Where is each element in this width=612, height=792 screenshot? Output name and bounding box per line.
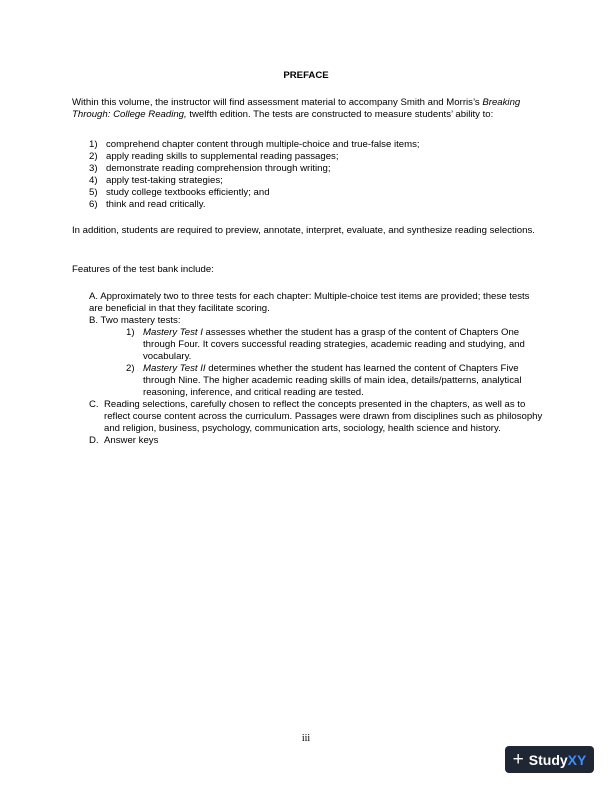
- page-number: iii: [301, 733, 311, 744]
- list-number: 4): [89, 175, 98, 186]
- page-title: PREFACE: [283, 70, 329, 81]
- features-list: [89, 291, 543, 447]
- feature-label: D.: [89, 435, 99, 446]
- list-item: [72, 175, 542, 187]
- list-number: 2): [89, 151, 98, 162]
- list-text: think and read critically.: [106, 199, 206, 210]
- mastery-test-title: Mastery Test I: [143, 327, 203, 338]
- plus-icon: +: [512, 749, 524, 770]
- mastery-test-item: [89, 327, 543, 363]
- intro-prefix: Within this volume, the instructor will find assessment material to accompany Smith and Morris’s: [72, 97, 483, 108]
- list-number: 2): [126, 363, 135, 374]
- feature-text: Answer keys: [104, 435, 159, 446]
- list-item: [72, 139, 542, 151]
- list-text: apply test-taking strategies;: [106, 175, 223, 186]
- list-number: 1): [89, 139, 98, 150]
- badge-study-text: Study: [528, 751, 568, 768]
- feature-d: [89, 435, 543, 447]
- studyxy-badge[interactable]: [505, 746, 594, 773]
- list-text: comprehend chapter content through multiple-choice and true-false items;: [106, 139, 420, 150]
- feature-c: [89, 399, 543, 435]
- list-number: 6): [89, 199, 98, 210]
- abilities-list: [72, 139, 542, 211]
- list-text: study college textbooks efficiently; and: [106, 187, 270, 198]
- list-item: [72, 199, 542, 211]
- list-item: [72, 151, 542, 163]
- list-number: 1): [126, 327, 135, 338]
- feature-a: A. Approximately two to three tests for each chapter: Multiple-choice test items are provided; these tests are beneficial in that they facilitate scoring.: [89, 291, 530, 314]
- list-number: 5): [89, 187, 98, 198]
- book-title: Breaking Through: College Reading,: [72, 97, 521, 120]
- list-number: 3): [89, 163, 98, 174]
- list-item: [72, 163, 542, 175]
- intro-suffix: twelfth edition. The tests are constructed to measure students’ ability to:: [186, 109, 494, 120]
- intro-paragraph: [72, 97, 542, 121]
- list-item: [72, 187, 542, 199]
- mastery-test-item: [89, 363, 543, 399]
- mastery-test-title: Mastery Test II: [143, 363, 206, 374]
- list-text: apply reading skills to supplemental reading passages;: [106, 151, 339, 162]
- list-text: demonstrate reading comprehension through writing;: [106, 163, 331, 174]
- mastery-test-text: assesses whether the student has a grasp of the content of Chapters One through Four. It covers successful reading strategies, academic reading and studying, and vocabulary.: [143, 327, 525, 362]
- feature-b: B. Two mastery tests:: [89, 315, 181, 326]
- feature-label: C.: [89, 399, 99, 410]
- features-intro: Features of the test bank include:: [72, 264, 214, 275]
- feature-text: Reading selections, carefully chosen to reflect the concepts presented in the chapters, as well as to reflect course content across the curriculum. Passages were drawn from disciplines such as philosophy and religion, business, psychology, communication arts, sociology, health science and history.: [104, 399, 543, 434]
- badge-xy-text: XY: [567, 751, 587, 768]
- mastery-test-text: determines whether the student has learned the content of Chapters Five through Nine. The higher academic reading skills of main idea, details/patterns, analytical reasoning, inference, and critical reading are tested.: [143, 363, 522, 398]
- addition-paragraph: In addition, students are required to preview, annotate, interpret, evaluate, and synthesize reading selections.: [72, 225, 535, 236]
